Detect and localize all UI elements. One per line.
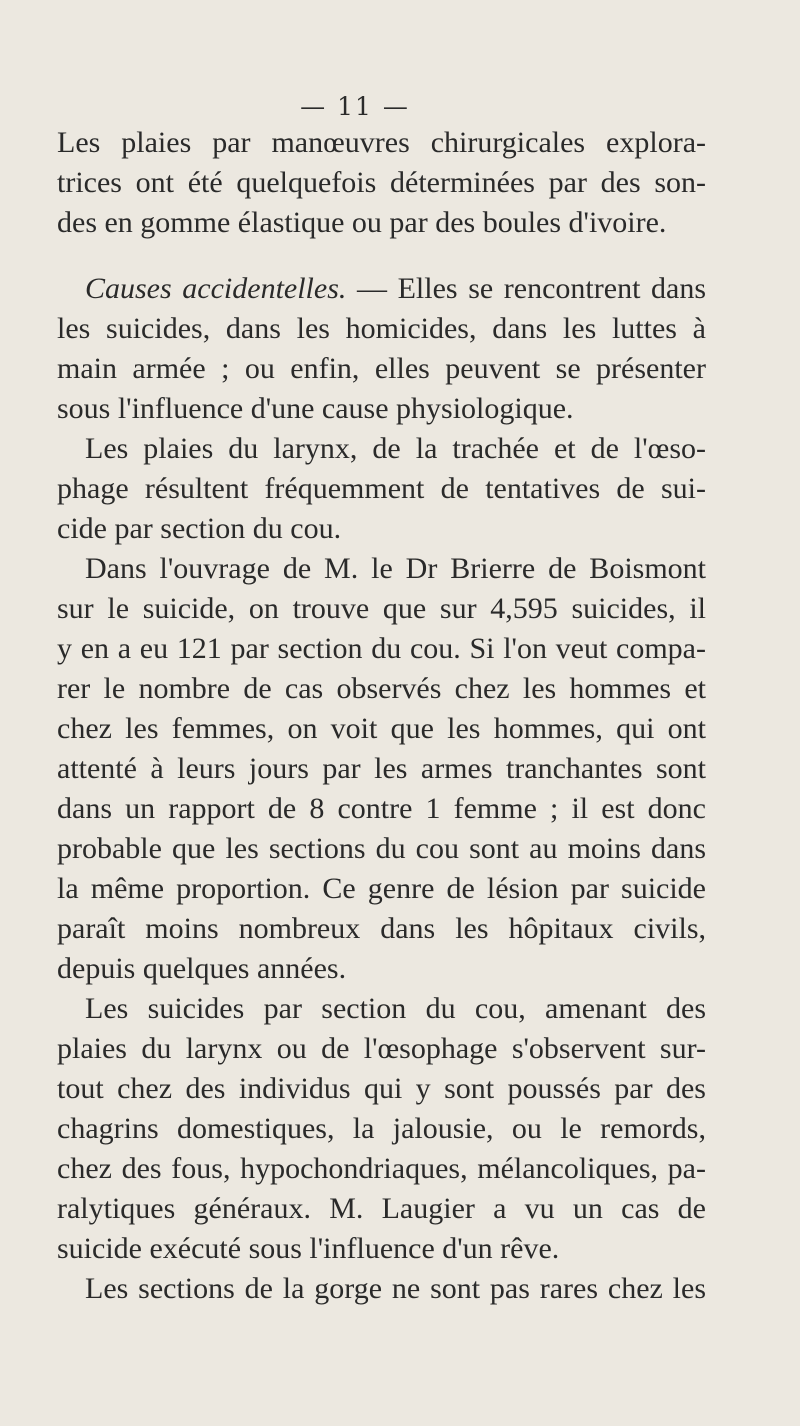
text-line: ralytiques généraux. M. Laugier a vu un cas de bbox=[57, 1192, 706, 1225]
text-line: Les sections de la gorge ne sont pas rares chez les bbox=[85, 1272, 706, 1305]
text-line: Les suicides par section du cou, amenant des bbox=[85, 992, 706, 1025]
text-line: paraît moins nombreux dans les hôpitaux civils, bbox=[57, 912, 706, 945]
text-line: les suicides, dans les homicides, dans les luttes à bbox=[57, 312, 706, 345]
text-line: attenté à leurs jours par les armes tranchantes sont bbox=[57, 752, 706, 785]
text-line: phage résultent fréquemment de tentatives de sui- bbox=[57, 472, 706, 505]
text-line: y en a eu 121 par section du cou. Si l'on veut compa- bbox=[57, 632, 706, 665]
text-line: tout chez des individus qui y sont poussés par des bbox=[57, 1072, 706, 1105]
text-line: chez des fous, hypochondriaques, mélancoliques, pa- bbox=[57, 1152, 706, 1185]
body-text bbox=[57, 123, 706, 1309]
text-line: chagrins domestiques, la jalousie, ou le remords, bbox=[57, 1112, 706, 1145]
text-line: Les plaies du larynx, de la trachée et de l'œso- bbox=[85, 432, 706, 465]
text-line: probable que les sections du cou sont au moins dans bbox=[57, 832, 706, 865]
text-line: Causes accidentelles. — Elles se rencontrent dans bbox=[85, 272, 706, 305]
text-line: des en gomme élastique ou par des boules d'ivoire. bbox=[57, 206, 667, 239]
text-line: cide par section du cou. bbox=[57, 512, 342, 545]
text-line: chez les femmes, on voit que les hommes, qui ont bbox=[57, 712, 706, 745]
text-line: la même proportion. Ce genre de lésion par suicide bbox=[57, 872, 706, 905]
text-line: sur le suicide, on trouve que sur 4,595 suicides, il bbox=[57, 592, 706, 625]
text-line: main armée ; ou enfin, elles peuvent se présenter bbox=[57, 352, 706, 385]
text-line: Les plaies par manœuvres chirurgicales explora- bbox=[57, 126, 706, 159]
text-line: sous l'influence d'une cause physiologique. bbox=[57, 392, 574, 425]
text-line: Dans l'ouvrage de M. le Dr Brierre de Boismont bbox=[85, 552, 706, 585]
text-line: suicide exécuté sous l'influence d'un rêve. bbox=[57, 1232, 560, 1265]
page-number: — 11 — bbox=[300, 92, 410, 121]
text-line: trices ont été quelquefois déterminées par des son- bbox=[57, 166, 706, 199]
text-line: dans un rapport de 8 contre 1 femme ; il est donc bbox=[57, 792, 706, 825]
text-line: plaies du larynx ou de l'œsophage s'observent sur- bbox=[57, 1032, 706, 1065]
text-line: depuis quelques années. bbox=[57, 952, 347, 985]
text-line: rer le nombre de cas observés chez les hommes et bbox=[57, 672, 706, 705]
section-heading-italic: Causes accidentelles. bbox=[85, 272, 347, 305]
